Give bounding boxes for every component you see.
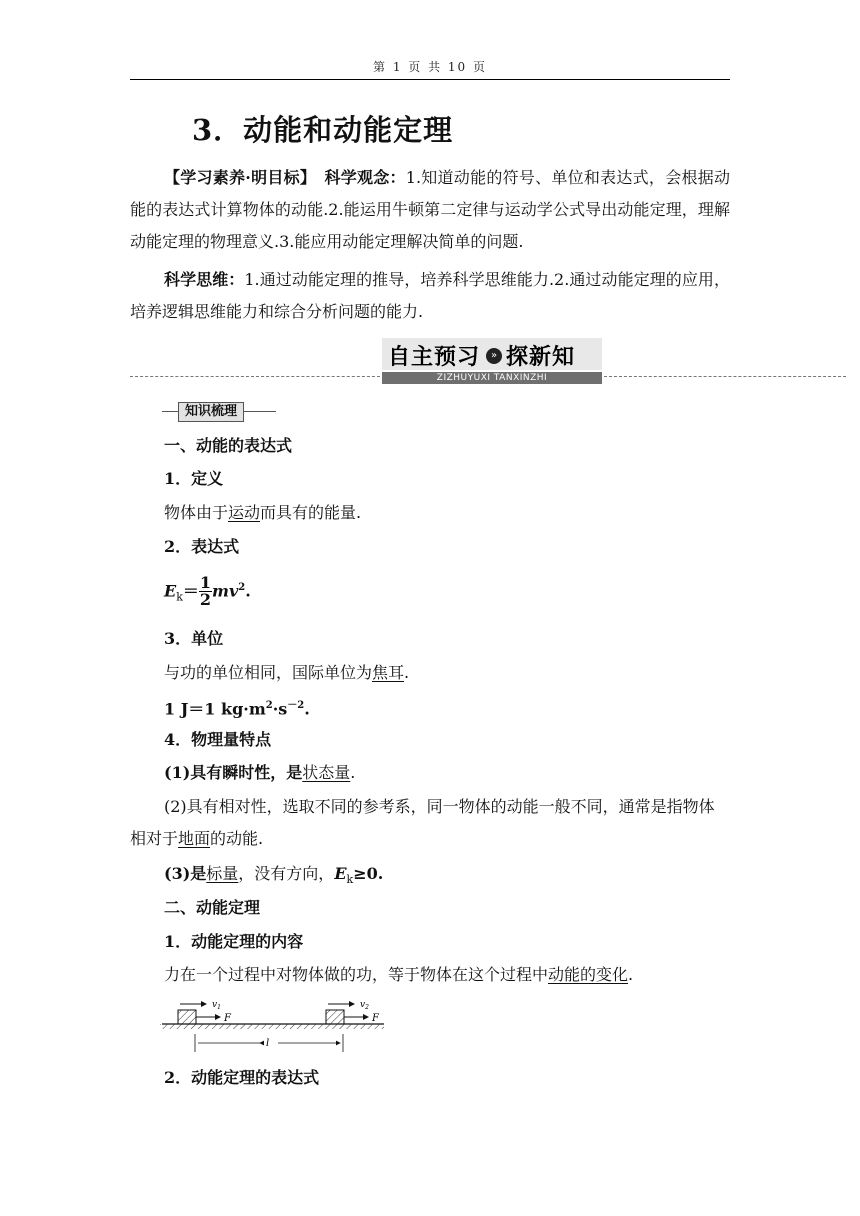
def-pre: 物体由于 xyxy=(164,503,229,522)
features-heading: 4．物理量特点 xyxy=(164,730,272,749)
formula-mv: mv xyxy=(212,581,239,601)
motion-diagram xyxy=(160,996,390,1056)
v1-label: $v_1$ xyxy=(212,1000,221,1011)
formula-end: . xyxy=(245,581,251,601)
kinetic-energy-formula xyxy=(164,568,251,618)
formula-eq: ＝ xyxy=(182,581,199,601)
theorem-content-heading: 1．动能定理的内容 xyxy=(164,932,304,951)
feat3-pre: (3)是 xyxy=(164,864,207,883)
unit-post: . xyxy=(404,663,410,682)
unit-text xyxy=(164,661,409,685)
unit-pre: 与功的单位相同，国际单位为 xyxy=(164,663,373,682)
feat3-mid: ，没有方向， xyxy=(238,864,335,883)
formula-E: E xyxy=(164,581,177,601)
formula-square: 2 xyxy=(238,582,246,593)
content-post: . xyxy=(628,965,634,984)
fraction-denominator: 2 xyxy=(199,590,212,610)
section2-heading: 二、动能定理 xyxy=(164,898,261,917)
block-end xyxy=(326,1010,344,1024)
theorem-expression-heading: 2．动能定理的表达式 xyxy=(164,1068,320,1087)
banner-title-b: 探新知 xyxy=(506,345,576,370)
unit-formula-sup2: －2 xyxy=(287,700,305,711)
feat2-answer: 地面 xyxy=(178,829,211,848)
unit-formula-a: 1 J＝1 kg·m xyxy=(164,699,266,719)
force-label-1: F xyxy=(224,1013,231,1024)
tag-label: 知识梳理 xyxy=(178,402,244,422)
def-post: 而具有的能量. xyxy=(260,503,362,522)
feat3-E: E xyxy=(334,864,347,883)
force-label-2: F xyxy=(372,1013,379,1024)
section-banner xyxy=(0,336,860,386)
feature-3 xyxy=(164,862,383,892)
section1-heading: 一、动能的表达式 xyxy=(164,436,293,455)
fraction-numerator: 1 xyxy=(199,573,212,593)
feat1-answer: 状态量 xyxy=(302,763,351,782)
block-start xyxy=(178,1010,196,1024)
goals-text: 1.知道动能的符号、单位和表达式，会根据动能的表达式计算物体的动能.2.能运用牛顿第二定律与运动学公式导出动能定理，理解动能定理的物理意义.3.能应用动能定理解决简单的问题. xyxy=(130,168,730,251)
theorem-content-text xyxy=(164,963,633,987)
goals-lead: 科学观念： xyxy=(324,168,406,187)
thinking-lead: 科学思维： xyxy=(164,270,245,289)
thinking-text: 1.通过动能定理的推导，培养科学思维能力.2.通过动能定理的应用，培养逻辑思维能力和综合分析问题的能力. xyxy=(130,270,730,321)
banner-dash-right xyxy=(604,376,846,377)
feat1-post: . xyxy=(350,763,356,782)
feat3-k: k xyxy=(346,873,354,887)
v2-label: $v_2$ xyxy=(360,1000,369,1011)
unit-heading: 3．单位 xyxy=(164,629,224,648)
definition-heading: 1．定义 xyxy=(164,469,224,488)
ground-hatch xyxy=(160,1024,384,1029)
banner-subtitle: ZIZHUYUXI TANXINZHI xyxy=(382,372,602,384)
feat1-pre: (1)具有瞬时性，是 xyxy=(164,763,303,782)
learning-goals-paragraph xyxy=(130,162,730,258)
banner-title xyxy=(388,340,575,371)
feat3-post: ≥0. xyxy=(353,864,384,883)
page-title: 3．动能和动能定理 xyxy=(192,113,454,147)
thinking-paragraph xyxy=(130,264,730,328)
feature-1 xyxy=(164,761,355,785)
definition-text xyxy=(164,501,361,525)
banner-title-a: 自主预习 xyxy=(388,345,481,370)
double-arrow-icon: » xyxy=(486,348,502,364)
unit-formula xyxy=(164,694,310,721)
unit-formula-b: ·s xyxy=(272,699,288,719)
unit-answer: 焦耳 xyxy=(372,663,405,682)
unit-formula-sup1: 2 xyxy=(265,700,273,711)
knowledge-tag xyxy=(162,402,276,420)
banner-dash-left xyxy=(130,376,380,377)
banner-box xyxy=(382,338,602,383)
content-answer: 动能的变化 xyxy=(548,965,629,984)
unit-formula-c: . xyxy=(304,699,310,719)
feat2-pre: (2)具有相对性，选取不同的参考系，同一物体的动能一般不同，通常是指物体相对于 xyxy=(130,797,715,848)
feat2-post: 的动能. xyxy=(210,829,264,848)
goals-label: 【学习素养·明目标】 xyxy=(164,168,309,187)
content-pre: 力在一个过程中对物体做的功，等于物体在这个过程中 xyxy=(164,965,549,984)
feat3-answer: 标量 xyxy=(206,864,239,883)
feature-2 xyxy=(130,791,730,855)
expression-heading: 2．表达式 xyxy=(164,537,240,556)
length-label: l xyxy=(266,1038,270,1049)
formula-k: k xyxy=(176,590,183,604)
header-divider xyxy=(130,79,730,80)
def-answer: 运动 xyxy=(228,503,261,522)
page-number-header: 第 1 页 共 10 页 xyxy=(373,60,487,74)
formula-fraction xyxy=(199,575,212,608)
